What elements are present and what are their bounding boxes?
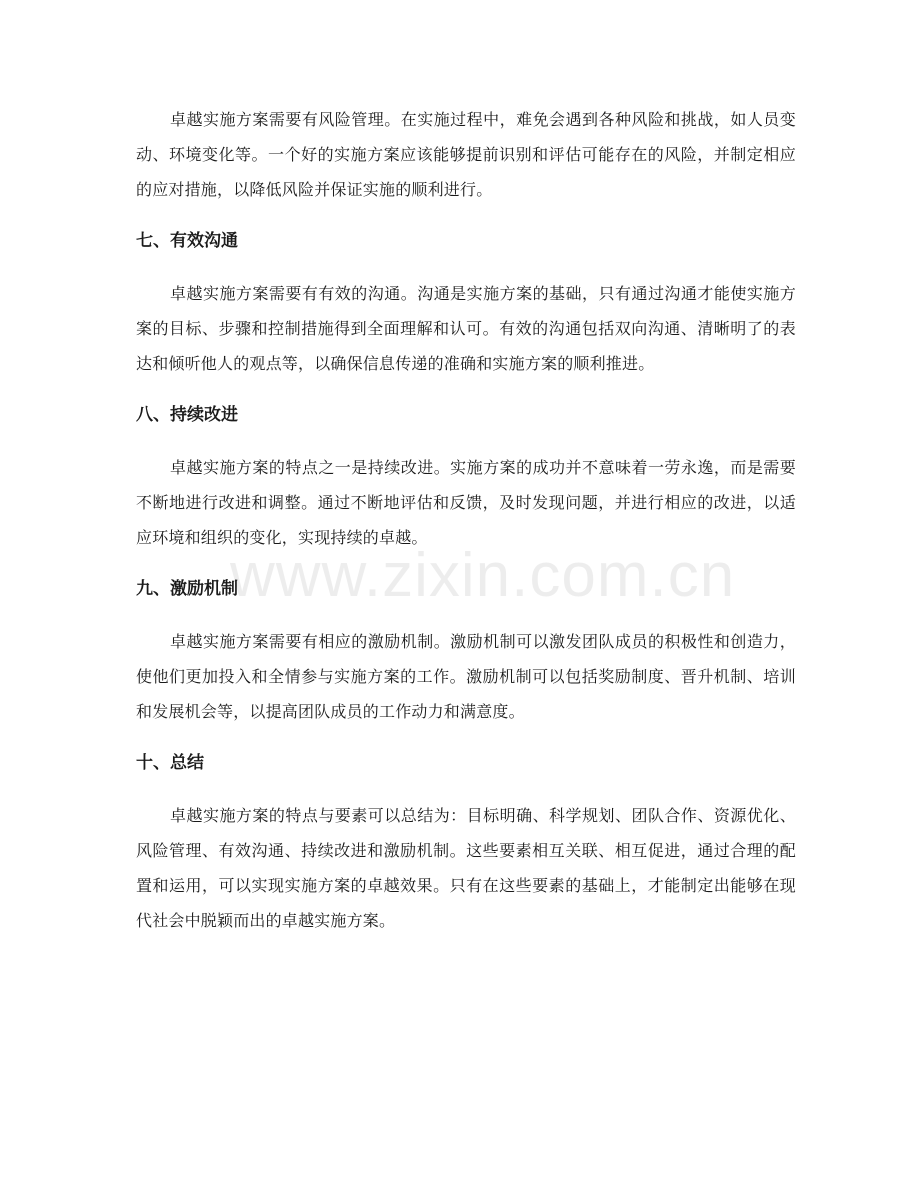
paragraph-risk-management: 卓越实施方案需要有风险管理。在实施过程中，难免会遇到各种风险和挑战，如人员变动、环境变化等。一个好的实施方案应该能够提前识别和评估可能存在的风险，并制定相应的应对措施，以降低风险并保证实施的顺利进行。 [136,110,796,199]
heading-continuous-improvement: 八、持续改进 [136,405,238,425]
heading-effective-communication: 七、有效沟通 [136,231,238,251]
heading-summary: 十、总结 [136,753,204,773]
heading-incentive-mechanism: 九、激励机制 [136,579,238,599]
paragraph-summary: 卓越实施方案的特点与要素可以总结为：目标明确、科学规划、团队合作、资源优化、风险管理、有效沟通、持续改进和激励机制。这些要素相互关联、相互促进，通过合理的配置和运用，可以实现实施方案的卓越效果。只有在这些要素的基础上，才能制定出能够在现代社会中脱颖而出的卓越实施方案。 [136,806,796,930]
paragraph-effective-communication: 卓越实施方案需要有有效的沟通。沟通是实施方案的基础，只有通过沟通才能使实施方案的目标、步骤和控制措施得到全面理解和认可。有效的沟通包括双向沟通、清晰明了的表达和倾听他人的观点等，以确保信息传递的准确和实施方案的顺利推进。 [136,284,796,373]
paragraph-incentive-mechanism: 卓越实施方案需要有相应的激励机制。激励机制可以激发团队成员的积极性和创造力，使他们更加投入和全情参与实施方案的工作。激励机制可以包括奖励制度、晋升机制、培训和发展机会等，以提高团队成员的工作动力和满意度。 [136,632,796,721]
document-body [136,102,796,938]
paragraph-continuous-improvement: 卓越实施方案的特点之一是持续改进。实施方案的成功并不意味着一劳永逸，而是需要不断地进行改进和调整。通过不断地评估和反馈，及时发现问题，并进行相应的改进，以适应环境和组织的变化，实现持续的卓越。 [136,458,796,547]
watermark: www.zixin.com.cn [230,541,736,610]
